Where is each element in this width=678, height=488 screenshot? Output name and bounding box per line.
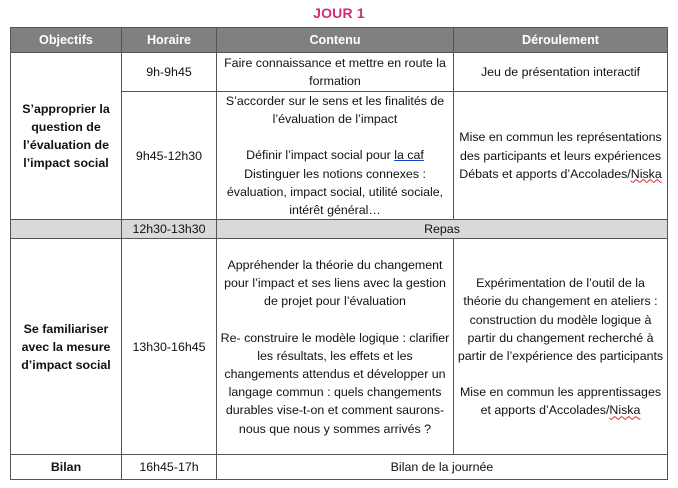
schedule-table bbox=[10, 27, 668, 480]
table-row bbox=[11, 455, 668, 480]
content-paragraph: Définir l’impact social pour bbox=[246, 148, 395, 163]
content-cell: Faire connaissance et mettre en route la formation bbox=[217, 53, 454, 92]
summary-cell: Bilan de la journée bbox=[217, 455, 668, 480]
process-paragraph: Mise en commun les apprentissages et apports d’Accolades/ bbox=[459, 385, 662, 418]
empty-cell bbox=[11, 220, 122, 239]
content-paragraph: S’accorder sur le sens et les finalités de l’évaluation de l’impact bbox=[225, 94, 445, 127]
process-cell bbox=[454, 239, 668, 455]
break-row bbox=[11, 220, 668, 239]
spacer bbox=[220, 311, 450, 329]
header-deroulement: Déroulement bbox=[454, 28, 668, 53]
time-cell: 13h30-16h45 bbox=[122, 239, 217, 455]
objective-cell: S’approprier la question de l’évaluation de l’impact social bbox=[11, 53, 122, 220]
objective-cell: Se familiariser avec la mesure d’impact social bbox=[11, 239, 122, 455]
header-row bbox=[11, 28, 668, 53]
time-cell: 9h45-12h30 bbox=[122, 92, 217, 220]
break-time-cell: 12h30-13h30 bbox=[122, 220, 217, 239]
process-spellcheck-word: Niska bbox=[630, 166, 662, 181]
spacer bbox=[220, 128, 450, 146]
page-title: JOUR 1 bbox=[313, 5, 365, 21]
content-cell bbox=[217, 239, 454, 455]
time-cell: 16h45-17h bbox=[122, 455, 217, 480]
table-row bbox=[11, 239, 668, 455]
content-paragraph: Re- construire le modèle logique : clarifier les résultats, les effets et les changements attendus et développer un langage commun : quels changements durables vise-t-on et comment saurons-nous que nous y sommes arrivés ? bbox=[220, 330, 450, 436]
header-contenu: Contenu bbox=[217, 28, 454, 53]
process-cell bbox=[454, 92, 668, 220]
process-paragraph: Mise en commun les représentations des participants et leurs expériences bbox=[459, 130, 662, 163]
header-horaire: Horaire bbox=[122, 28, 217, 53]
header-objectifs: Objectifs bbox=[11, 28, 122, 53]
process-spellcheck-word: Niska bbox=[609, 403, 641, 418]
spacer bbox=[457, 365, 664, 383]
process-paragraph: Débats et apports d’Accolades/ bbox=[459, 166, 631, 181]
table-row bbox=[11, 53, 668, 92]
content-paragraph: Appréhender la théorie du changement pour l’impact et ses liens avec la gestion de projet pour l’évaluation bbox=[224, 258, 446, 309]
content-cell bbox=[217, 92, 454, 220]
time-cell: 9h-9h45 bbox=[122, 53, 217, 92]
objective-cell: Bilan bbox=[11, 455, 122, 480]
content-link-text: la caf bbox=[394, 148, 424, 163]
content-paragraph: Distinguer les notions connexes : évaluation, impact social, utilité sociale, intérêt général… bbox=[226, 166, 444, 218]
process-cell: Jeu de présentation interactif bbox=[454, 53, 668, 92]
break-label-cell: Repas bbox=[217, 220, 668, 239]
process-paragraph: Expérimentation de l’outil de la théorie du changement en ateliers : construction du modèle logique à partir du changement recherché à partir de l’expérience des participants bbox=[457, 276, 664, 364]
